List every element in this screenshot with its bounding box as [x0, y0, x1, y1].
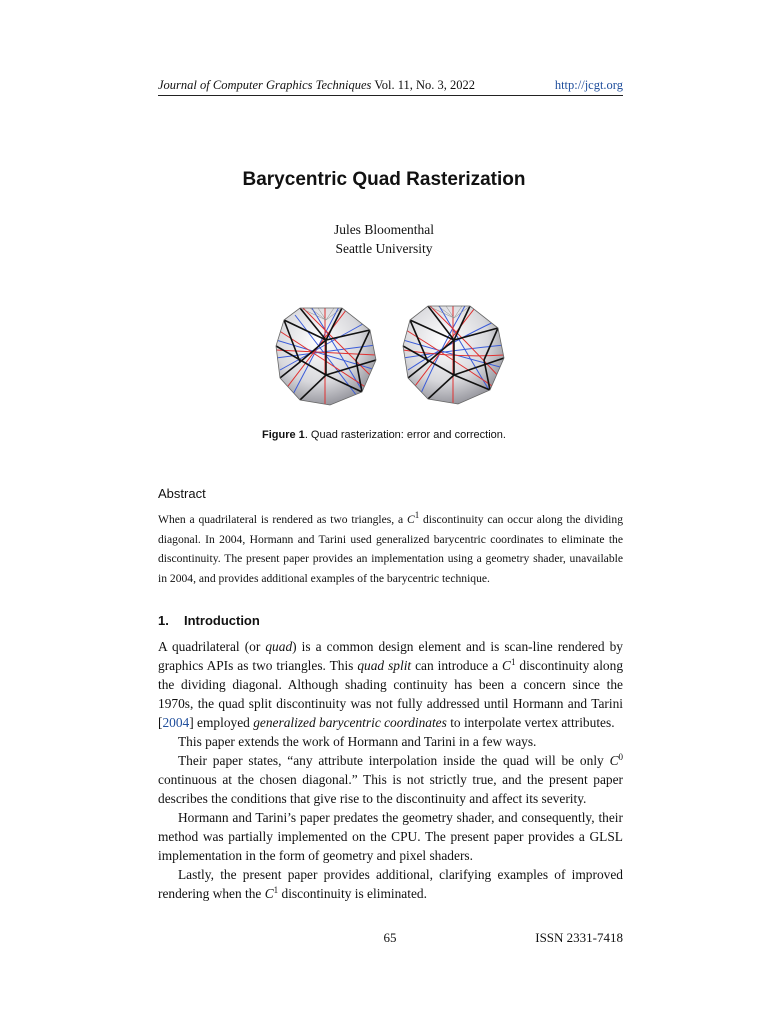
text-run: discontinuity is eliminated. [278, 886, 427, 901]
text-run: can introduce a [411, 658, 503, 673]
text-run: Lastly, the present paper provides additional, clarifying examples of improved rendering when the [158, 867, 623, 901]
math-c: C [609, 753, 619, 768]
text-run: Their paper states, “any attribute interpolation inside the quad will be only [178, 753, 610, 768]
figure-caption-text: . Quad rasterization: error and correction. [304, 429, 506, 441]
math-c: C [264, 886, 274, 901]
author-affiliation: Seattle University [335, 241, 433, 256]
issn: ISSN 2331-7418 [535, 930, 623, 945]
math-superscript: 1 [273, 885, 279, 895]
text-run: ] employed [189, 715, 254, 730]
citation-link[interactable]: 2004 [162, 715, 190, 730]
math-c: C [502, 658, 511, 673]
paper-title: Barycentric Quad Rasterization [242, 169, 526, 190]
figure-caption [0, 429, 768, 441]
abstract-text-part: When a quadrilateral is rendered as two triangles, a [158, 513, 407, 526]
author-name: Jules Bloomenthal [333, 222, 435, 237]
abstract-text-part: discontinuity can occur along the dividing diagonal. In 2004, Hormann and Tarini used generalized barycentric coordinates to eliminate the discontinuity. The present paper provides an implementation using a geometry shader, unavailable in 2004, and provides additional examples of the barycentric technique. [158, 513, 623, 585]
running-header [158, 77, 623, 96]
emphasis: generalized barycentric coordinates [253, 715, 447, 730]
journal-url-link[interactable]: http://jcgt.org [554, 78, 623, 92]
section-number: 1. [158, 613, 169, 628]
paragraph: This paper extends the work of Hormann and Tarini in a few ways. [178, 734, 537, 749]
text-run: to interpolate vertex attributes. [446, 715, 615, 730]
paragraph [158, 751, 623, 808]
abstract-text [158, 510, 623, 588]
text-run: A quadrilateral (or [158, 639, 266, 654]
abstract-heading: Abstract [158, 486, 206, 501]
paragraph [158, 637, 623, 732]
text-run: discontinuity along the dividing diagonal. Although shading continuity has been a concern since the 1970s, the quad split discontinuity was not fully addressed until Hormann and Tarini [ [158, 658, 624, 730]
emphasis: quad split [357, 658, 412, 673]
journal-citation [158, 77, 475, 93]
paragraph: Hormann and Tarini’s paper predates the geometry shader, and consequently, their method was partially implemented on the CPU. The present paper provides a GLSL implementation in the form of geometry and pixel shaders. [158, 810, 623, 863]
paragraph [158, 865, 623, 903]
journal-name: Journal of Computer Graphics Techniques [158, 78, 372, 92]
text-run: continuous at the chosen diagonal.” This is not strictly true, and the present paper describes the conditions that give rise to the discontinuity and affect its severity. [158, 772, 623, 806]
text-run: ) is a common design element and is scan-line rendered by graphics APIs as two triangles. This [158, 639, 623, 673]
emphasis: quad [265, 639, 293, 654]
sphere-error-image [276, 305, 376, 405]
math-superscript: 1 [510, 657, 516, 667]
math-c: C [406, 513, 415, 526]
section-body [158, 637, 623, 903]
journal-volume: Vol. 11, No. 3, 2022 [374, 78, 476, 92]
sphere-corrected-image [403, 304, 504, 404]
math-superscript: 1 [414, 510, 420, 520]
section-title: Introduction [184, 613, 260, 628]
math-superscript: 0 [618, 752, 623, 762]
figure-label: Figure 1 [262, 429, 305, 441]
figure-quad-rasterization [270, 300, 510, 410]
page-number: 65 [383, 930, 397, 945]
section-heading [158, 613, 260, 628]
